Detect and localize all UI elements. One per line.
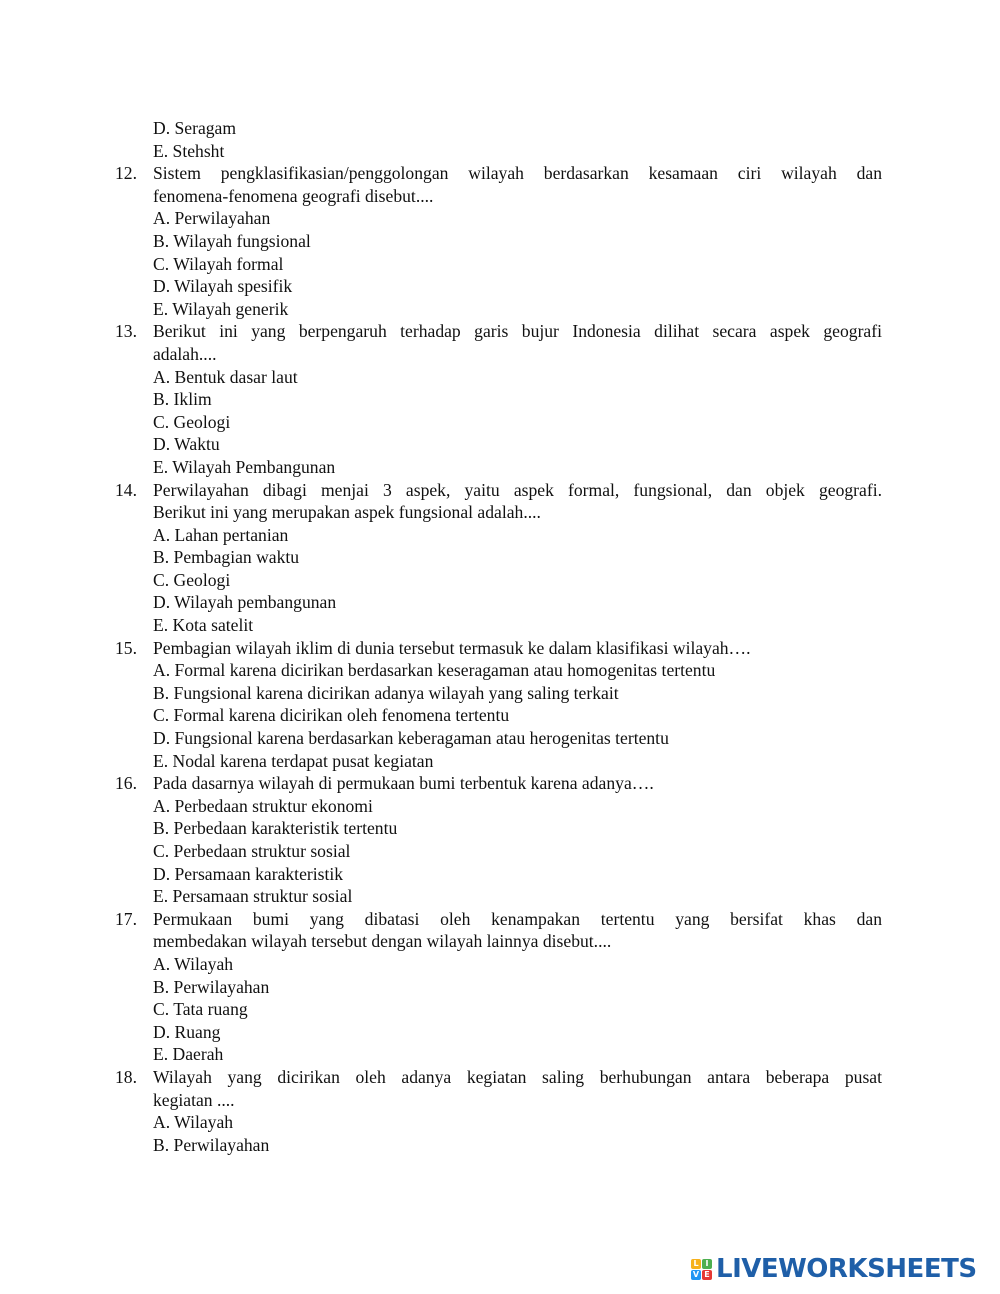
question-text — [115, 185, 882, 208]
logo-tile: I — [702, 1259, 712, 1269]
logo-tile: V — [692, 1269, 700, 1279]
question-number: 17. — [115, 908, 137, 929]
answer-option: B. Perwilayahan — [153, 1134, 270, 1155]
answer-option: E. Kota satelit — [153, 615, 254, 636]
answer-option: C. Geologi — [153, 411, 231, 432]
logo-tile: E — [702, 1270, 712, 1280]
answer-option: E. Persamaan struktur sosial — [153, 886, 353, 907]
question-text — [115, 637, 882, 660]
answer-option: A. Perwilayahan — [153, 208, 271, 229]
worksheet-content — [115, 117, 882, 1156]
answer-option: A. Lahan pertanian — [153, 524, 289, 545]
question-text-line: Permukaan bumi yang dibatasi oleh kenampakan tertentu yang bersifat khas dan — [153, 908, 882, 929]
question-text — [115, 320, 882, 343]
answer-option: C. Tata ruang — [153, 999, 248, 1020]
answer-option: A. Wilayah — [153, 1112, 234, 1133]
answer-option: B. Perwilayahan — [153, 976, 270, 997]
answer-option: B. Perbedaan karakteristik tertentu — [153, 818, 398, 839]
answer-option: C. Formal karena dicirikan oleh fenomena tertentu — [153, 705, 510, 726]
question-text-line: Berikut ini yang merupakan aspek fungsional adalah.... — [153, 502, 541, 523]
question-text — [115, 343, 882, 366]
question-text-line: Wilayah yang dicirikan oleh adanya kegiatan saling berhubungan antara beberapa pusat — [153, 1066, 882, 1087]
logo-text: LIVEWORKSHEETS — [716, 1254, 977, 1284]
question-text — [115, 501, 882, 524]
answer-option: B. Wilayah fungsional — [153, 230, 311, 251]
question-number: 14. — [115, 479, 137, 500]
logo-tile: L — [691, 1259, 701, 1269]
question-number: 13. — [115, 321, 137, 342]
answer-option: B. Fungsional karena dicirikan adanya wilayah yang saling terkait — [153, 682, 619, 703]
question-number: 12. — [115, 163, 137, 184]
answer-option: A. Bentuk dasar laut — [153, 366, 298, 387]
answer-option: D. Fungsional karena berdasarkan keberagaman atau herogenitas tertentu — [153, 728, 669, 749]
question-text — [115, 908, 882, 931]
question-text — [115, 162, 882, 185]
answer-option: C. Wilayah formal — [153, 253, 284, 274]
answer-option: E. Wilayah generik — [153, 298, 289, 319]
answer-option: E. Stehsht — [153, 140, 225, 161]
answer-option: E. Daerah — [153, 1044, 224, 1065]
question-text — [115, 479, 882, 502]
question-text-line: Berikut ini yang berpengaruh terhadap garis bujur Indonesia dilihat secara aspek geografi — [153, 321, 882, 342]
question-number: 15. — [115, 637, 137, 658]
question-text-line: Pada dasarnya wilayah di permukaan bumi terbentuk karena adanya…. — [153, 773, 654, 794]
question-text-line: Perwilayahan dibagi menjai 3 aspek, yaitu aspek formal, fungsional, dan objek geografi. — [153, 479, 882, 500]
liveworksheets-logo — [691, 1254, 977, 1284]
question-text-line: Pembagian wilayah iklim di dunia tersebut termasuk ke dalam klasifikasi wilayah…. — [153, 637, 751, 658]
question-text-line: membedakan wilayah tersebut dengan wilayah lainnya disebut.... — [153, 931, 612, 952]
answer-option: E. Nodal karena terdapat pusat kegiatan — [153, 750, 434, 771]
answer-option: C. Geologi — [153, 569, 231, 590]
answer-option: A. Perbedaan struktur ekonomi — [153, 795, 373, 816]
answer-option: A. Formal karena dicirikan berdasarkan keseragaman atau homogenitas tertentu — [153, 660, 716, 681]
question-text — [115, 772, 882, 795]
answer-option: B. Pembagian waktu — [153, 547, 300, 568]
answer-option: B. Iklim — [153, 389, 212, 410]
question-text-line: kegiatan .... — [153, 1089, 235, 1110]
question-text — [115, 930, 882, 953]
question-text-line: Sistem pengklasifikasian/penggolongan wilayah berdasarkan kesamaan ciri wilayah dan — [153, 163, 882, 184]
answer-option: D. Wilayah pembangunan — [153, 592, 337, 613]
question-text — [115, 1066, 882, 1089]
liveworksheets-logo-icon — [691, 1259, 712, 1280]
answer-option: C. Perbedaan struktur sosial — [153, 841, 351, 861]
answer-option: D. Persamaan karakteristik — [153, 863, 344, 884]
question-text — [115, 1089, 882, 1112]
answer-option: E. Wilayah Pembangunan — [153, 456, 336, 477]
answer-option: A. Wilayah — [153, 953, 234, 974]
question-number: 18. — [115, 1066, 137, 1087]
answer-option: D. Seragam — [153, 118, 237, 138]
answer-option: D. Ruang — [153, 1021, 221, 1042]
question-text-line: fenomena-fenomena geografi disebut.... — [153, 185, 434, 206]
answer-option: D. Waktu — [153, 434, 220, 455]
question-text-line: adalah.... — [153, 343, 217, 364]
answer-option: D. Wilayah spesifik — [153, 276, 293, 297]
question-number: 16. — [115, 773, 137, 794]
